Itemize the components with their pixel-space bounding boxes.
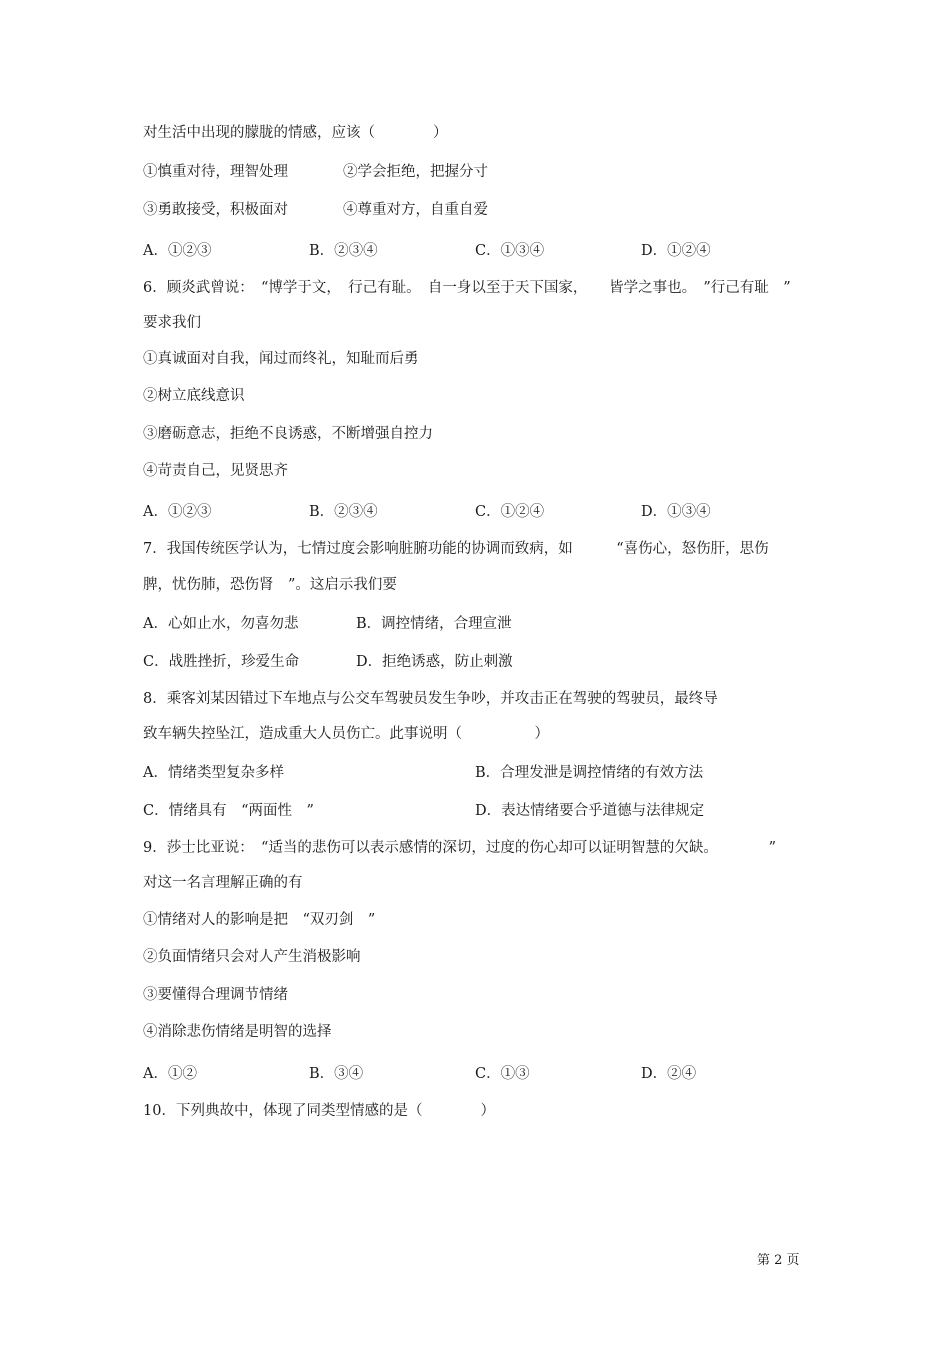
q7-option-c: C．战胜挫折，珍爱生命 bbox=[143, 654, 300, 670]
q6-option-c: C．①②④ bbox=[475, 504, 545, 520]
q5-option-b: B．②③④ bbox=[309, 243, 378, 259]
q9-item-4: ④消除悲伤情绪是明智的选择 bbox=[143, 1024, 332, 1040]
q9-item-3: ③要懂得合理调节情绪 bbox=[143, 987, 288, 1003]
q8-option-b: B．合理发泄是调控情绪的有效方法 bbox=[475, 765, 704, 781]
q7-stem-line1: 7．我国传统医学认为，七情过度会影响脏腑功能的协调而致病，如 “喜伤心，怒伤肝，思伤 bbox=[143, 541, 769, 557]
q5-option-c: C．①③④ bbox=[475, 243, 545, 259]
q9-option-b: B．③④ bbox=[309, 1066, 364, 1082]
q8-option-c: C．情绪具有 “两面性 ” bbox=[143, 803, 314, 819]
q7-option-b: B．调控情绪，合理宣泄 bbox=[356, 616, 512, 632]
q6-option-b: B．②③④ bbox=[309, 504, 378, 520]
q8-stem-line1: 8．乘客刘某因错过下车地点与公交车驾驶员发生争吵，并攻击正在驾驶的驾驶员，最终导 bbox=[143, 691, 718, 707]
q9-item-1: ①情绪对人的影响是把 “双刃剑 ” bbox=[143, 912, 376, 928]
q6-stem-line1: 6．顾炎武曾说： “博学于文， 行己有耻。 自一身以至于天下国家， 皆学之事也。 ”行己有耻 ” bbox=[143, 280, 791, 296]
q6-item-2: ②树立底线意识 bbox=[143, 388, 245, 404]
q5-item-2: ②学会拒绝，把握分寸 bbox=[343, 164, 488, 180]
q8-option-d: D．表达情绪要合乎道德与法律规定 bbox=[475, 803, 705, 819]
q8-stem-line2: 致车辆失控坠江，造成重大人员伤亡。此事说明（ ） bbox=[143, 726, 549, 742]
q7-stem-line2: 脾，忧伤肺，恐伤肾 ”。这启示我们要 bbox=[143, 577, 397, 593]
q10-stem: 10．下列典故中，体现了同类型情感的是（ ） bbox=[143, 1103, 495, 1119]
q6-stem-line2: 要求我们 bbox=[143, 315, 201, 331]
q6-option-d: D．①③④ bbox=[641, 504, 711, 520]
q5-option-a: A．①②③ bbox=[143, 243, 212, 259]
page-number: 第 2 页 bbox=[757, 1253, 800, 1268]
q5-item-3: ③勇敢接受，积极面对 bbox=[143, 202, 288, 218]
q9-item-2: ②负面情绪只会对人产生消极影响 bbox=[143, 949, 361, 965]
q9-stem-line2: 对这一名言理解正确的有 bbox=[143, 875, 303, 891]
q9-stem-line1: 9．莎士比亚说： “适当的悲伤可以表示感情的深切，过度的伤心却可以证明智慧的欠缺。 ” bbox=[143, 840, 777, 856]
q6-item-1: ①真诚面对自我，闻过而终礼，知耻而后勇 bbox=[143, 351, 419, 367]
q5-item-1: ①慎重对待，理智处理 bbox=[143, 164, 288, 180]
q9-option-d: D．②④ bbox=[641, 1066, 697, 1082]
q7-option-a: A．心如止水，勿喜勿悲 bbox=[143, 616, 299, 632]
q5-item-4: ④尊重对方，自重自爱 bbox=[343, 202, 488, 218]
q9-option-c: C．①③ bbox=[475, 1066, 530, 1082]
q7-option-d: D．拒绝诱惑，防止刺激 bbox=[356, 654, 513, 670]
q6-item-3: ③磨砺意志，拒绝不良诱惑，不断增强自控力 bbox=[143, 426, 433, 442]
q8-option-a: A．情绪类型复杂多样 bbox=[143, 765, 284, 781]
q9-option-a: A．①② bbox=[143, 1066, 197, 1082]
q6-item-4: ④苛责自己，见贤思齐 bbox=[143, 463, 288, 479]
q5-option-d: D．①②④ bbox=[641, 243, 711, 259]
q5-stem: 对生活中出现的朦胧的情感，应该（ ） bbox=[143, 125, 448, 141]
q6-option-a: A．①②③ bbox=[143, 504, 212, 520]
